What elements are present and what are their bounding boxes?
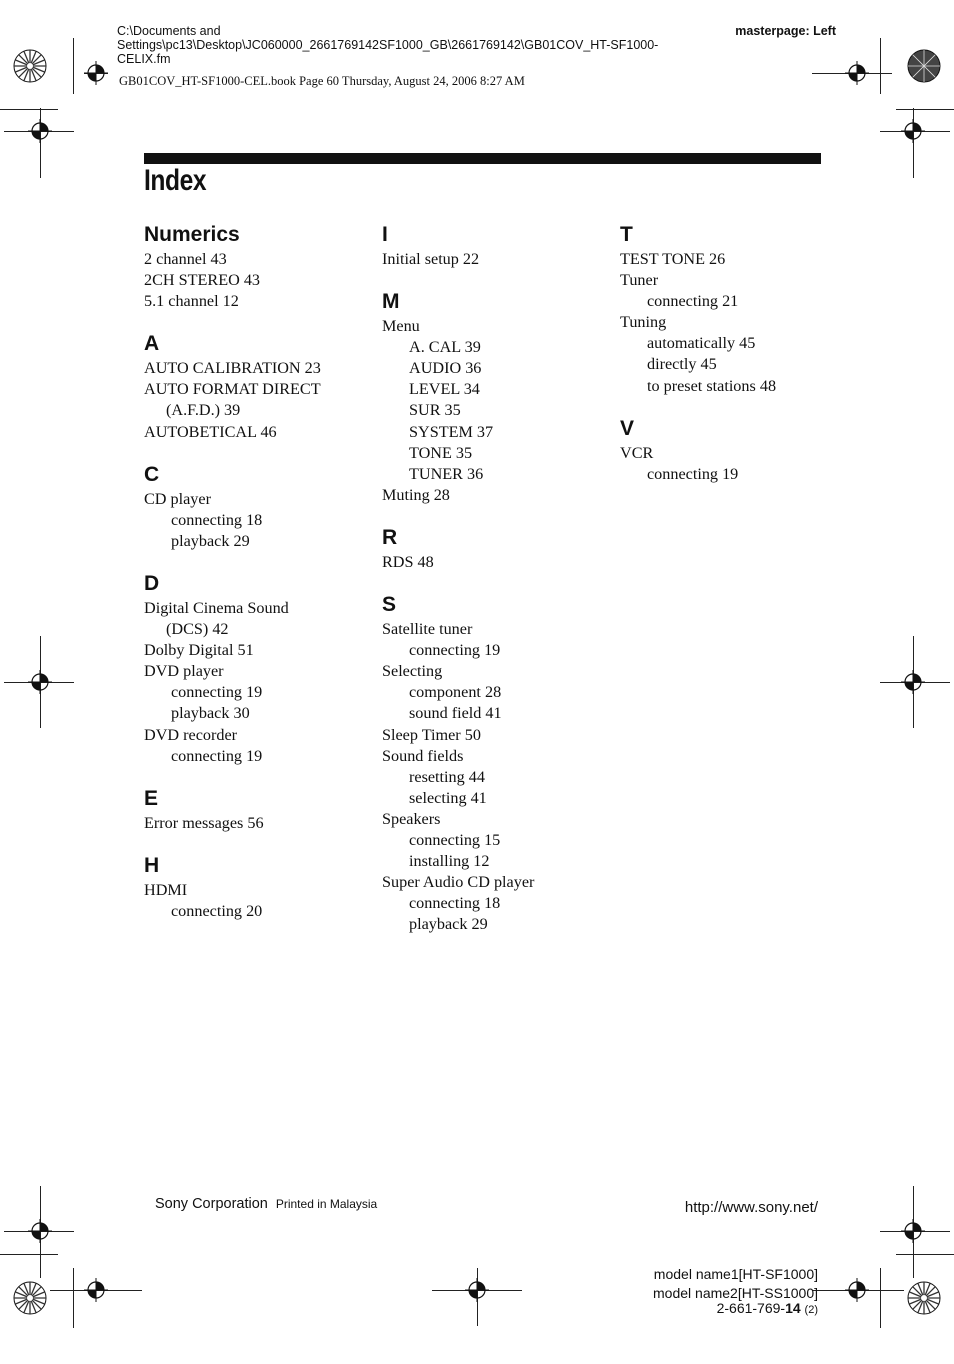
- index-section-heading: H: [144, 853, 160, 877]
- index-subentry: installing 12: [409, 852, 490, 871]
- index-entry: RDS 48: [382, 552, 434, 571]
- index-entry: AUTO FORMAT DIRECT: [144, 380, 321, 399]
- index-subentry: connecting 19: [647, 464, 739, 483]
- index-entry: Satellite tuner: [382, 620, 473, 639]
- index-entry: (DCS) 42: [166, 620, 229, 639]
- part-number-prefix: 2-661-769-: [716, 1300, 786, 1316]
- index-entry: DVD recorder: [144, 725, 238, 744]
- registration-rosette-icon: [907, 1281, 941, 1315]
- index-subentry: connecting 19: [171, 746, 263, 765]
- index-entry: VCR: [620, 443, 654, 462]
- index-subentry: LEVEL 34: [409, 380, 480, 399]
- index-entry: Initial setup 22: [382, 250, 480, 268]
- registration-target-icon: [845, 61, 869, 85]
- index-section-heading: M: [382, 290, 400, 314]
- index-entry: Speakers: [382, 809, 441, 828]
- index-section-heading: R: [382, 525, 398, 549]
- index-column-3: [620, 221, 850, 485]
- registration-target-icon: [84, 1278, 108, 1302]
- index-entry: Sound fields: [382, 746, 464, 765]
- model-name-1: model name1[HT-SF1000]: [653, 1266, 818, 1282]
- registration-target-icon: [28, 1219, 52, 1243]
- index-subentry: selecting 41: [409, 788, 487, 807]
- index-entry: TEST TONE 26: [620, 250, 726, 268]
- part-number-revision: (2): [804, 1304, 818, 1316]
- model-name-2: model name2[HT-SS1000]: [653, 1285, 818, 1301]
- index-entry: 2 channel 43: [144, 250, 227, 268]
- index-entry: Sleep Timer 50: [382, 725, 481, 744]
- index-subentry: automatically 45: [647, 334, 756, 353]
- index-entry: Muting 28: [382, 485, 450, 504]
- registration-rosette-icon: [13, 1281, 47, 1315]
- index-subentry: connecting 18: [171, 510, 263, 529]
- masterpage-label: masterpage: Left: [735, 24, 836, 38]
- index-subentry: playback 30: [171, 704, 250, 723]
- index-entry: Digital Cinema Sound: [144, 598, 289, 617]
- index-subentry: SUR 35: [409, 401, 461, 420]
- registration-target-icon: [84, 61, 108, 85]
- index-column-1: [144, 221, 374, 922]
- index-section-heading: Numerics: [144, 223, 240, 246]
- file-path-line: CELIX.fm: [117, 52, 171, 66]
- index-subentry: connecting 19: [409, 641, 501, 660]
- index-entry: AUTO CALIBRATION 23: [144, 359, 321, 378]
- index-section-heading: I: [382, 223, 388, 246]
- index-subentry: playback 29: [409, 915, 488, 934]
- index-entry: AUTOBETICAL 46: [144, 422, 277, 441]
- index-section-heading: V: [620, 416, 635, 440]
- registration-rosette-icon: [907, 49, 941, 83]
- index-entry: Error messages 56: [144, 813, 264, 832]
- index-section-heading: S: [382, 593, 397, 617]
- file-path-line: C:\Documents and: [117, 24, 221, 38]
- index-subentry: component 28: [409, 683, 502, 702]
- registration-target-icon: [901, 119, 925, 143]
- registration-target-icon: [901, 1219, 925, 1243]
- footer-url: http://www.sony.net/: [684, 1199, 818, 1216]
- index-subentry: SYSTEM 37: [409, 422, 494, 441]
- registration-target-icon: [465, 1278, 489, 1302]
- index-section-heading: E: [144, 786, 159, 810]
- index-entry: Super Audio CD player: [382, 873, 535, 892]
- title-rule: [144, 153, 821, 164]
- index-section-heading: T: [620, 223, 633, 246]
- index-subentry: playback 29: [171, 531, 250, 550]
- index-subentry: TUNER 36: [409, 464, 484, 483]
- index-subentry: connecting 18: [409, 894, 501, 913]
- index-entry: Dolby Digital 51: [144, 641, 254, 660]
- index-subentry: resetting 44: [409, 767, 485, 786]
- index-subentry: TONE 35: [409, 443, 473, 462]
- index-section-heading: A: [144, 332, 160, 356]
- registration-target-icon: [901, 670, 925, 694]
- index-entry: Menu: [382, 317, 420, 336]
- book-info-line: GB01COV_HT-SF1000-CEL.book Page 60 Thursday, August 24, 2006 8:27 AM: [119, 74, 525, 88]
- index-entry: Selecting: [382, 662, 443, 681]
- page-title: Index: [144, 164, 207, 197]
- part-number-bold: 14: [785, 1300, 801, 1316]
- index-subentry: connecting 15: [409, 830, 501, 849]
- footer-company: [155, 1196, 377, 1212]
- index-subentry: to preset stations 48: [647, 376, 777, 395]
- registration-target-icon: [28, 670, 52, 694]
- index-subentry: connecting 21: [647, 292, 739, 311]
- company-name: Sony Corporation: [155, 1196, 268, 1212]
- index-entry: HDMI: [144, 880, 188, 899]
- index-column-2: [382, 221, 612, 935]
- index-entry: DVD player: [144, 662, 224, 681]
- registration-target-icon: [845, 1278, 869, 1302]
- part-number: [717, 1300, 818, 1316]
- index-entry: CD player: [144, 489, 211, 508]
- registration-rosette-icon: [13, 49, 47, 83]
- registration-target-icon: [28, 119, 52, 143]
- index-subentry: AUDIO 36: [409, 359, 482, 378]
- file-path-line: Settings\pc13\Desktop\JC060000_2661769142SF1000_GB\2661769142\GB01COV_HT-SF1000-: [117, 38, 659, 52]
- index-section-heading: C: [144, 462, 160, 486]
- index-entry: Tuning: [620, 313, 667, 332]
- index-subentry: A. CAL 39: [409, 338, 481, 357]
- file-path: [117, 24, 717, 66]
- index-entry: 5.1 channel 12: [144, 292, 239, 311]
- index-entry: Tuner: [620, 271, 659, 290]
- index-subentry: connecting 20: [171, 901, 263, 920]
- index-section-heading: D: [144, 571, 160, 595]
- index-entry: 2CH STEREO 43: [144, 271, 261, 290]
- index-subentry: sound field 41: [409, 704, 502, 723]
- index-entry: (A.F.D.) 39: [166, 401, 241, 420]
- index-subentry: directly 45: [647, 355, 717, 374]
- printed-in: Printed in Malaysia: [275, 1197, 378, 1211]
- index-subentry: connecting 19: [171, 683, 263, 702]
